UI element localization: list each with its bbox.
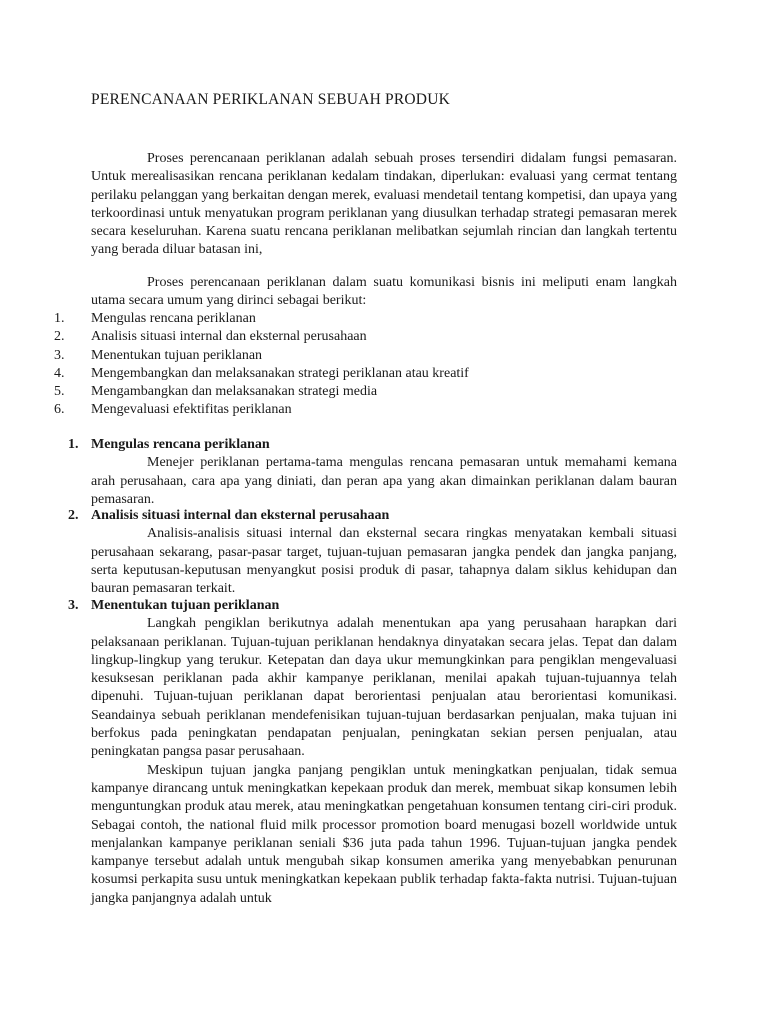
section-menentukan-tujuan (54, 597, 677, 908)
section-number: 1. (68, 437, 79, 452)
section-analisis-situasi (54, 507, 677, 598)
list-item (54, 383, 469, 401)
section-paragraph: Langkah pengiklan berikutnya adalah menentukan apa yang perusahaan harapkan dari pelaksanaan periklanan. Tujuan-tujuan periklanan hendaknya dinyatakan secara jelas. Tepat dan dalam lingkup-lingkup yang terukur. Ketepatan dan daya ukur memungkinkan para pengiklan mengevaluasi kesuksesan periklanan pada akhir kampanye periklanan, menilai apakah tujuan-tujuannya telah dipenuhi. Tujuan-tujuan periklanan dapat berorientasi penjualan atau berorientasi komunikasi. Seandainya sebuah periklanan mendefenisikan tujuan-tujuan berdasarkan penjualan, maka tujuan ini berfokus pada peningkatan pendapatan penjualan, peningkatan sekian persen penjualan, atau peningkatan pangsa pasar perusahaan. (91, 616, 677, 760)
document-title: PERENCANAAN PERIKLANAN SEBUAH PRODUK (91, 91, 450, 108)
list-item-label: Mengembangkan dan melaksanakan strategi periklanan atau kreatif (91, 365, 469, 381)
list-item-number: 3. (54, 347, 65, 363)
intro-paragraph-1: Proses perencanaan periklanan adalah sebuah proses tersendiri didalam fungsi pemasaran. Untuk merealisasikan rencana periklanan kedalam tindakan, diperlukan: evaluasi yang cermat tentang perilaku pelanggan yang berkaitan dengan merek, evaluasi mendetail tentang kompetisi, dan upaya yang terkoordinasi untuk menyatukan program periklanan yang diusulkan terhadap strategi pemasaran merek secara keseluruhan. Karena suatu rencana periklanan melibatkan sejumlah rincian dan langkah tertentu yang berada diluar batasan ini, (91, 151, 677, 258)
list-item-label: Menentukan tujuan periklanan (91, 347, 263, 363)
list-item-number: 2. (54, 329, 65, 345)
section-paragraph: Menejer periklanan pertama-tama mengulas rencana pemasaran untuk memahami kemana arah perusahaan, cara apa yang diniati, dan peran apa yang akan dimainkan periklanan dalam bauran pemasaran. (91, 455, 677, 507)
list-item (54, 365, 469, 383)
list-item-number: 5. (54, 384, 65, 400)
section-heading (54, 436, 677, 454)
list-item (54, 310, 469, 328)
list-item-number: 1. (54, 311, 65, 326)
list-item (54, 328, 469, 346)
list-item-label: Mengevaluasi efektifitas periklanan (91, 402, 292, 418)
steps-list (54, 310, 469, 420)
section-heading (54, 507, 677, 525)
section-heading-text: Menentukan tujuan periklanan (91, 598, 280, 613)
section-heading-text: Mengulas rencana periklanan (91, 437, 270, 452)
section-number: 3. (68, 598, 79, 613)
list-item-label: Mengulas rencana periklanan (91, 311, 256, 326)
list-item-number: 4. (54, 365, 65, 381)
section-heading-text: Analisis situasi internal dan eksternal perusahaan (91, 508, 390, 523)
list-item-label: Mengambangkan dan melaksanakan strategi media (91, 384, 378, 400)
section-paragraph: Analisis-analisis situasi internal dan eksternal secara ringkas menyatakan kembali situasi perusahaan sekarang, pasar-pasar target, tujuan-tujuan pemasaran jangka pendek dan jangka panjang, serta keputusan-keputusan menyangkut posisi produk di pasar, tahapnya dalam siklus kehidupan dan bauran pemasaran terkait. (91, 526, 677, 597)
list-item-number: 6. (54, 402, 65, 418)
section-number: 2. (68, 508, 79, 523)
list-item-label: Analisis situasi internal dan eksternal perusahaan (91, 329, 367, 345)
intro-paragraph-2: Proses perencanaan periklanan dalam suatu komunikasi bisnis ini meliputi enam langkah utama secara umum yang dirinci sebagai berikut: (91, 275, 677, 309)
list-item (54, 347, 469, 365)
section-paragraph: Meskipun tujuan jangka panjang pengiklan untuk meningkatkan penjualan, tidak semua kampanye dirancang untuk meningkatkan kepekaan produk dan merek, membuat sikap konsumen lebih menguntungkan produk atau merek, atau meningkatkan pengetahuan konsumen tentang ciri-ciri produk. Sebagai contoh, the national fluid milk processor promotion board menugasi bozell worldwide untuk menjalankan kampanye periklanan seniali $36 juta pada tahun 1996. Tujuan-tujuan jangka pendek kampanye tersebut adalah untuk mengubah sikap konsumen amerika yang menyebabkan penurunan kosumsi perkapita susu untuk meningkatkan kepekaan publik terhadap fakta-fakta nutrisi. Tujuan-tujuan jangka panjangnya adalah untuk (91, 762, 677, 906)
section-mengulas-rencana (54, 436, 677, 509)
section-heading (54, 597, 677, 615)
list-item (54, 401, 469, 419)
